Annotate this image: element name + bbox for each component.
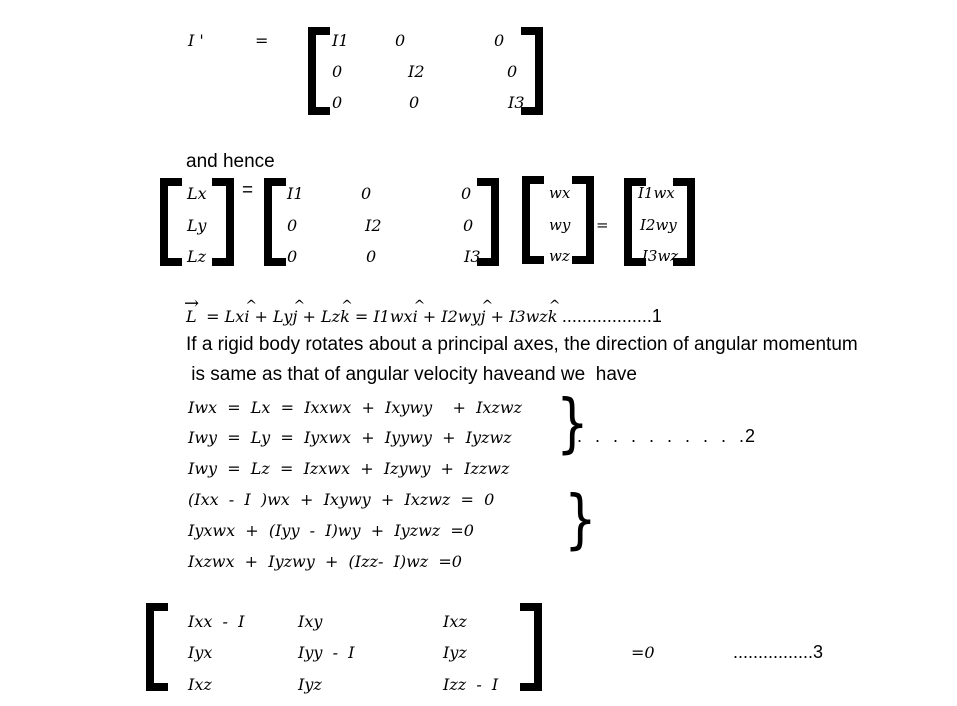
vector-cell: Lx bbox=[187, 184, 207, 203]
equation-line: Iwx = Lx = Ixxwx + Ixywy + Ixzwz bbox=[188, 398, 522, 417]
matrix-cell: Iyz bbox=[298, 675, 322, 694]
vector-cell: Lz bbox=[187, 247, 207, 266]
matrix-cell: Ixy bbox=[298, 612, 323, 631]
matrix-cell: 0 bbox=[366, 247, 377, 266]
matrix-cell: 0 bbox=[332, 62, 343, 81]
equation-line: Iyxwx + (Iyy - I)wy + Iyzwz =0 bbox=[188, 521, 474, 540]
i-hat: ^ i bbox=[413, 307, 418, 326]
matrix-cell: 0 bbox=[361, 184, 372, 203]
inertia-prime-symbol: I ' bbox=[188, 31, 204, 50]
equation-line: Iwy = Lz = Izxwx + Izywy + Izzwz bbox=[188, 459, 510, 478]
matrix-cell: Ixz bbox=[443, 612, 467, 631]
i-hat: ^ i bbox=[244, 307, 249, 326]
equation-line: Iwy = Ly = Iyxwx + Iyywy + Iyzwz bbox=[188, 428, 512, 447]
matrix-cell: Iyx bbox=[188, 643, 213, 662]
vector-cell: wz bbox=[549, 247, 570, 265]
right-brace: } bbox=[556, 387, 589, 461]
vector-cell: Ly bbox=[187, 216, 207, 235]
matrix-cell: I1 bbox=[332, 31, 349, 50]
matrix-cell: 0 bbox=[287, 247, 298, 266]
right-bracket bbox=[572, 176, 594, 264]
equation-line: (Ixx - I )wx + Ixywy + Ixzwz = 0 bbox=[188, 490, 495, 509]
left-bracket bbox=[522, 176, 544, 264]
equation-label: . . . . . . . . . .2 bbox=[577, 426, 757, 446]
matrix-cell: I3 bbox=[508, 93, 525, 112]
hence-text: and hence bbox=[186, 151, 275, 172]
matrix-cell: Ixz bbox=[188, 675, 212, 694]
vector-cell: I3wz bbox=[642, 247, 679, 265]
equals-sign: = bbox=[596, 216, 609, 234]
vector-cell: wx bbox=[549, 184, 571, 202]
equation-1 bbox=[186, 306, 662, 327]
equals-sign: = bbox=[242, 180, 254, 201]
left-bracket bbox=[308, 27, 330, 115]
equation-label: ................3 bbox=[733, 642, 824, 662]
matrix-cell: Iyz bbox=[443, 643, 467, 662]
vector-cell: wy bbox=[549, 216, 571, 234]
equation-line: Ixzwx + Iyzwy + (Izz- I)wz =0 bbox=[188, 552, 462, 571]
matrix-cell: 0 bbox=[507, 62, 518, 81]
equals-zero: =0 bbox=[631, 643, 655, 662]
left-bracket bbox=[160, 178, 182, 266]
matrix-cell: 0 bbox=[395, 31, 406, 50]
matrix-cell: I2 bbox=[365, 216, 382, 235]
matrix-cell: I1 bbox=[287, 184, 304, 203]
equals-sign: = bbox=[255, 31, 269, 50]
right-bracket bbox=[212, 178, 234, 266]
matrix-cell: 0 bbox=[409, 93, 420, 112]
vector-cell: I2wy bbox=[640, 216, 677, 234]
l-vector-symbol: → L bbox=[186, 307, 197, 326]
matrix-cell: Izz - I bbox=[443, 675, 499, 694]
matrix-cell: 0 bbox=[332, 93, 343, 112]
equation-label: ..................1 bbox=[561, 306, 662, 326]
j-hat: ^ j bbox=[292, 307, 297, 326]
matrix-cell: 0 bbox=[461, 184, 472, 203]
matrix-cell: I2 bbox=[408, 62, 425, 81]
vector-cell: I1wx bbox=[638, 184, 675, 202]
left-bracket bbox=[264, 178, 286, 266]
matrix-cell: I3 bbox=[464, 247, 481, 266]
eq1-part: = Lx^ i + Ly^ j + Lz^ k = I1wx^ i + I2wy^ j + I3wz^ k bbox=[201, 307, 557, 326]
matrix-cell: Ixx - I bbox=[188, 612, 245, 631]
right-bracket bbox=[520, 603, 542, 691]
paragraph-line: If a rigid body rotates about a principal axes, the direction of angular momentum bbox=[186, 334, 858, 355]
matrix-cell: 0 bbox=[494, 31, 505, 50]
paragraph-line: is same as that of angular velocity haveand we have bbox=[186, 364, 637, 385]
left-bracket bbox=[146, 603, 168, 691]
matrix-cell: 0 bbox=[463, 216, 474, 235]
matrix-cell: 0 bbox=[287, 216, 298, 235]
j-hat: ^ j bbox=[481, 307, 486, 326]
right-brace: } bbox=[564, 483, 597, 557]
matrix-cell: Iyy - I bbox=[298, 643, 355, 662]
k-hat: ^ k bbox=[340, 307, 350, 326]
k-hat: ^ k bbox=[548, 307, 558, 326]
